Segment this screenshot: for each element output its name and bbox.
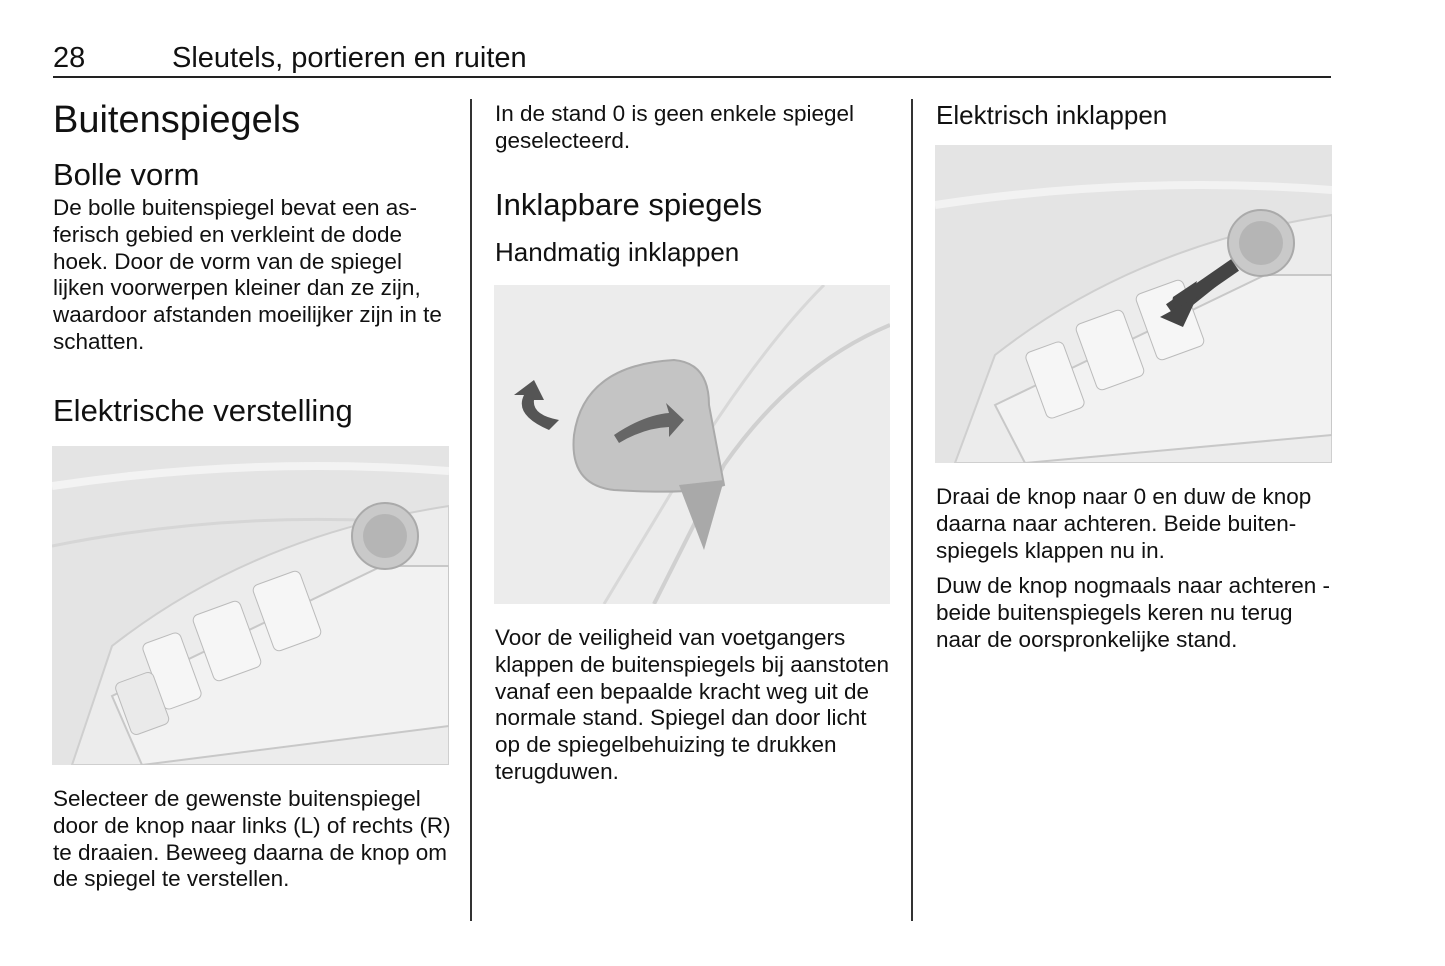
paragraph: Draai de knop naar 0 en duw de knop daarna naar achteren. Beide buitenspiegels klappen nu in. (936, 484, 1312, 563)
column-divider (911, 99, 913, 921)
column-2 (495, 96, 895, 269)
mirror-fold-switch-illustration (935, 145, 1332, 463)
paragraph: In de stand 0 is geen enkele spiegel geselecteerd. (495, 101, 855, 153)
paragraph: Selecteer de gewenste buitenspiegel door de knop naar links (L) of rechts (R) te draaien. Beweeg daarna de knop om de spiegel te verstellen. (53, 786, 451, 892)
window-switch-illustration (52, 446, 449, 765)
page-header (53, 40, 1331, 78)
column-3 (936, 96, 1336, 132)
subsection-heading: Bolle vorm (53, 157, 200, 192)
section-heading: Buitenspiegels (53, 99, 301, 141)
page-number: 28 (53, 42, 86, 74)
paragraph: Voor de veiligheid van voetgangers klappen de buitenspiegels bij aanstoten vanaf een bepaalde kracht weg uit de normale stand. Spiegel dan door licht op de spiegelbehuizing te drukken terugduwen. (495, 625, 890, 784)
subsubsection-heading: Handmatig inklappen (495, 236, 740, 267)
column-3-lower (936, 484, 1336, 654)
column-2-lower (495, 625, 895, 786)
paragraph: De bolle buitenspiegel bevat een asferisch gebied en verkleint de dode hoek. Door de vorm van de spiegel lijken voorwerpen kleiner dan ze zijn, waardoor afstanden moeilijker zijn in te schatten. (53, 195, 442, 354)
paragraph: Duw de knop nogmaals naar achteren - beide buitenspiegels keren nu terug naar de oorspronkelijke stand. (936, 573, 1330, 652)
page-title: Sleutels, portieren en ruiten (172, 42, 527, 74)
folding-mirror-illustration (494, 285, 890, 604)
subsection-heading: Elektrische verstelling (53, 392, 353, 428)
column-1-lower (53, 786, 453, 893)
column-divider (470, 99, 472, 921)
subsubsection-heading: Elektrisch inklappen (936, 100, 1168, 130)
column-1 (53, 96, 453, 431)
subsection-heading: Inklapbare spiegels (495, 186, 763, 222)
